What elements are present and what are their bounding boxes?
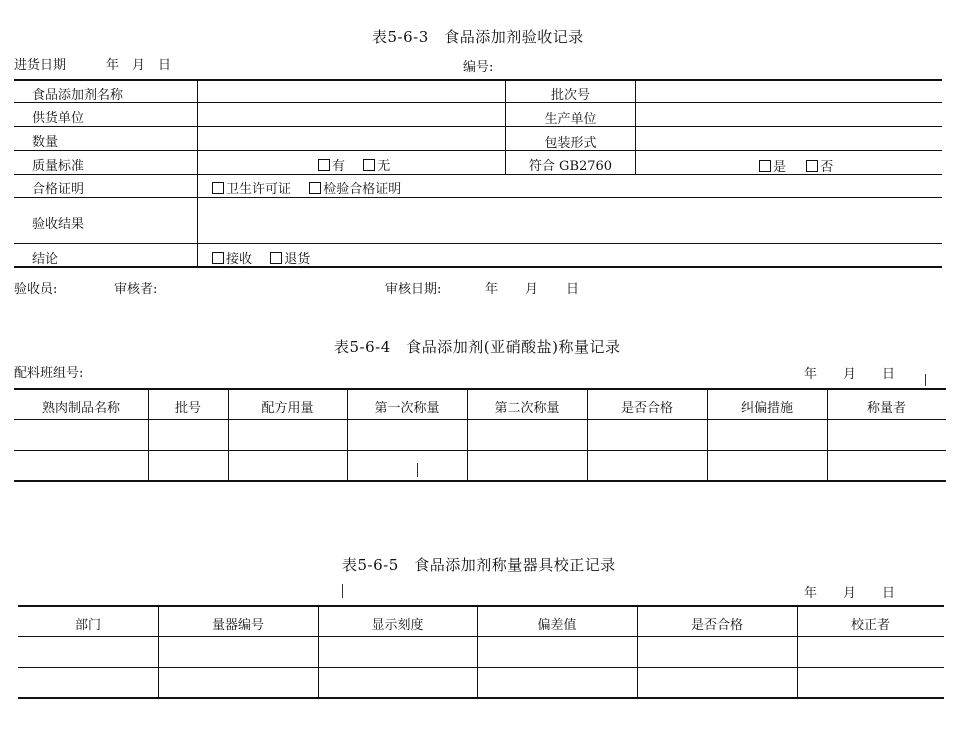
- row-divider: [14, 150, 942, 151]
- table-bottom-rule: [18, 697, 944, 699]
- certificate-options: [212, 178, 401, 197]
- row-divider: [14, 126, 942, 127]
- label-quantity: 数量: [32, 135, 59, 150]
- hygiene-license-label: 卫生许可证: [226, 182, 292, 197]
- col-header-instrument-number: 量器编号: [211, 618, 264, 633]
- batching-group-label: 配料班组号:: [14, 366, 84, 381]
- col-header-product-name: 熟肉制品名称: [41, 401, 120, 416]
- col-header-weigher: 称量者: [866, 401, 906, 416]
- label-conclusion: 结论: [32, 252, 59, 267]
- table-bottom-rule: [14, 480, 946, 482]
- row-divider: [14, 419, 946, 420]
- scan-mark: [925, 374, 926, 386]
- column-divider: [197, 80, 198, 267]
- table-top-rule: [14, 388, 946, 390]
- t4-day: 日: [882, 367, 896, 382]
- label-acceptance-result: 验收结果: [32, 217, 85, 232]
- row-divider: [18, 667, 944, 668]
- checkbox-hygiene-license[interactable]: [212, 182, 224, 194]
- table-5-6-5-title: 表5-6-5 食品添加剂称量器具校正记录: [342, 556, 616, 574]
- inspector-label: 验收员:: [14, 282, 58, 297]
- row-divider: [14, 197, 942, 198]
- gb-options: [759, 156, 833, 175]
- col-header-first-weighing: 第一次称量: [374, 401, 440, 416]
- gb-no-label: 否: [820, 160, 834, 175]
- col-header-qualified: 是否合格: [620, 401, 673, 416]
- checkbox-std-no[interactable]: [363, 159, 375, 171]
- row-divider: [14, 102, 942, 103]
- checkbox-gb-yes[interactable]: [759, 160, 771, 172]
- review-date-year: 年: [485, 282, 499, 297]
- review-date-label: 审核日期:: [385, 282, 442, 297]
- record-number-label: 编号:: [463, 60, 494, 75]
- t5-month: 月: [843, 586, 857, 601]
- reviewer-label: 审核者:: [114, 282, 158, 297]
- scan-mark: [342, 584, 343, 598]
- label-producer: 生产单位: [544, 112, 597, 127]
- t4-year: 年: [804, 367, 818, 382]
- t5-year: 年: [804, 586, 818, 601]
- std-no-label: 无: [377, 159, 391, 174]
- review-date-month: 月: [525, 282, 539, 297]
- inspection-cert-label: 检验合格证明: [323, 182, 402, 197]
- standard-options: [318, 155, 390, 174]
- row-divider: [18, 636, 944, 637]
- column-divider: [635, 80, 636, 175]
- checkbox-accept[interactable]: [212, 252, 224, 264]
- table-top-rule: [18, 605, 944, 607]
- std-yes-label: 有: [332, 159, 346, 174]
- row-divider: [14, 450, 946, 451]
- label-batch-number: 批次号: [550, 88, 590, 103]
- gb-yes-label: 是: [773, 160, 787, 175]
- col-header-second-weighing: 第二次称量: [494, 401, 560, 416]
- label-additive-name: 食品添加剂名称: [32, 88, 124, 103]
- col-header-batch: 批号: [174, 401, 201, 416]
- label-supplier: 供货单位: [32, 111, 85, 126]
- conclusion-options: [212, 248, 310, 267]
- label-packaging: 包装形式: [544, 136, 597, 151]
- col-header-department: 部门: [74, 618, 101, 633]
- col-header-calibrator: 校正者: [850, 618, 890, 633]
- purchase-date-label: 进货日期: [14, 58, 67, 73]
- row-divider: [14, 243, 942, 244]
- col-header-deviation: 偏差值: [537, 618, 577, 633]
- checkbox-gb-no[interactable]: [806, 160, 818, 172]
- col-header-qualified: 是否合格: [690, 618, 743, 633]
- t5-day: 日: [882, 586, 896, 601]
- table-top-rule: [14, 79, 942, 81]
- checkbox-return[interactable]: [270, 252, 282, 264]
- col-header-corrective-action: 纠偏措施: [740, 401, 793, 416]
- col-header-formula-amount: 配方用量: [261, 401, 314, 416]
- col-header-display-scale: 显示刻度: [371, 618, 424, 633]
- table-bottom-rule: [14, 266, 942, 268]
- checkbox-inspection-cert[interactable]: [309, 182, 321, 194]
- purchase-date-ymd: 年 月 日: [106, 58, 172, 73]
- accept-label: 接收: [226, 252, 253, 267]
- label-certificate: 合格证明: [32, 182, 85, 197]
- table-5-6-4-title: 表5-6-4 食品添加剂(亚硝酸盐)称量记录: [334, 338, 621, 356]
- scan-mark: [417, 463, 418, 477]
- return-label: 退货: [284, 252, 311, 267]
- t4-month: 月: [843, 367, 857, 382]
- label-quality-standard: 质量标准: [32, 159, 85, 174]
- checkbox-std-yes[interactable]: [318, 159, 330, 171]
- label-gb2760: 符合 GB2760: [528, 159, 613, 174]
- review-date-day: 日: [566, 282, 580, 297]
- table-5-6-3-title: 表5-6-3 食品添加剂验收记录: [372, 28, 584, 46]
